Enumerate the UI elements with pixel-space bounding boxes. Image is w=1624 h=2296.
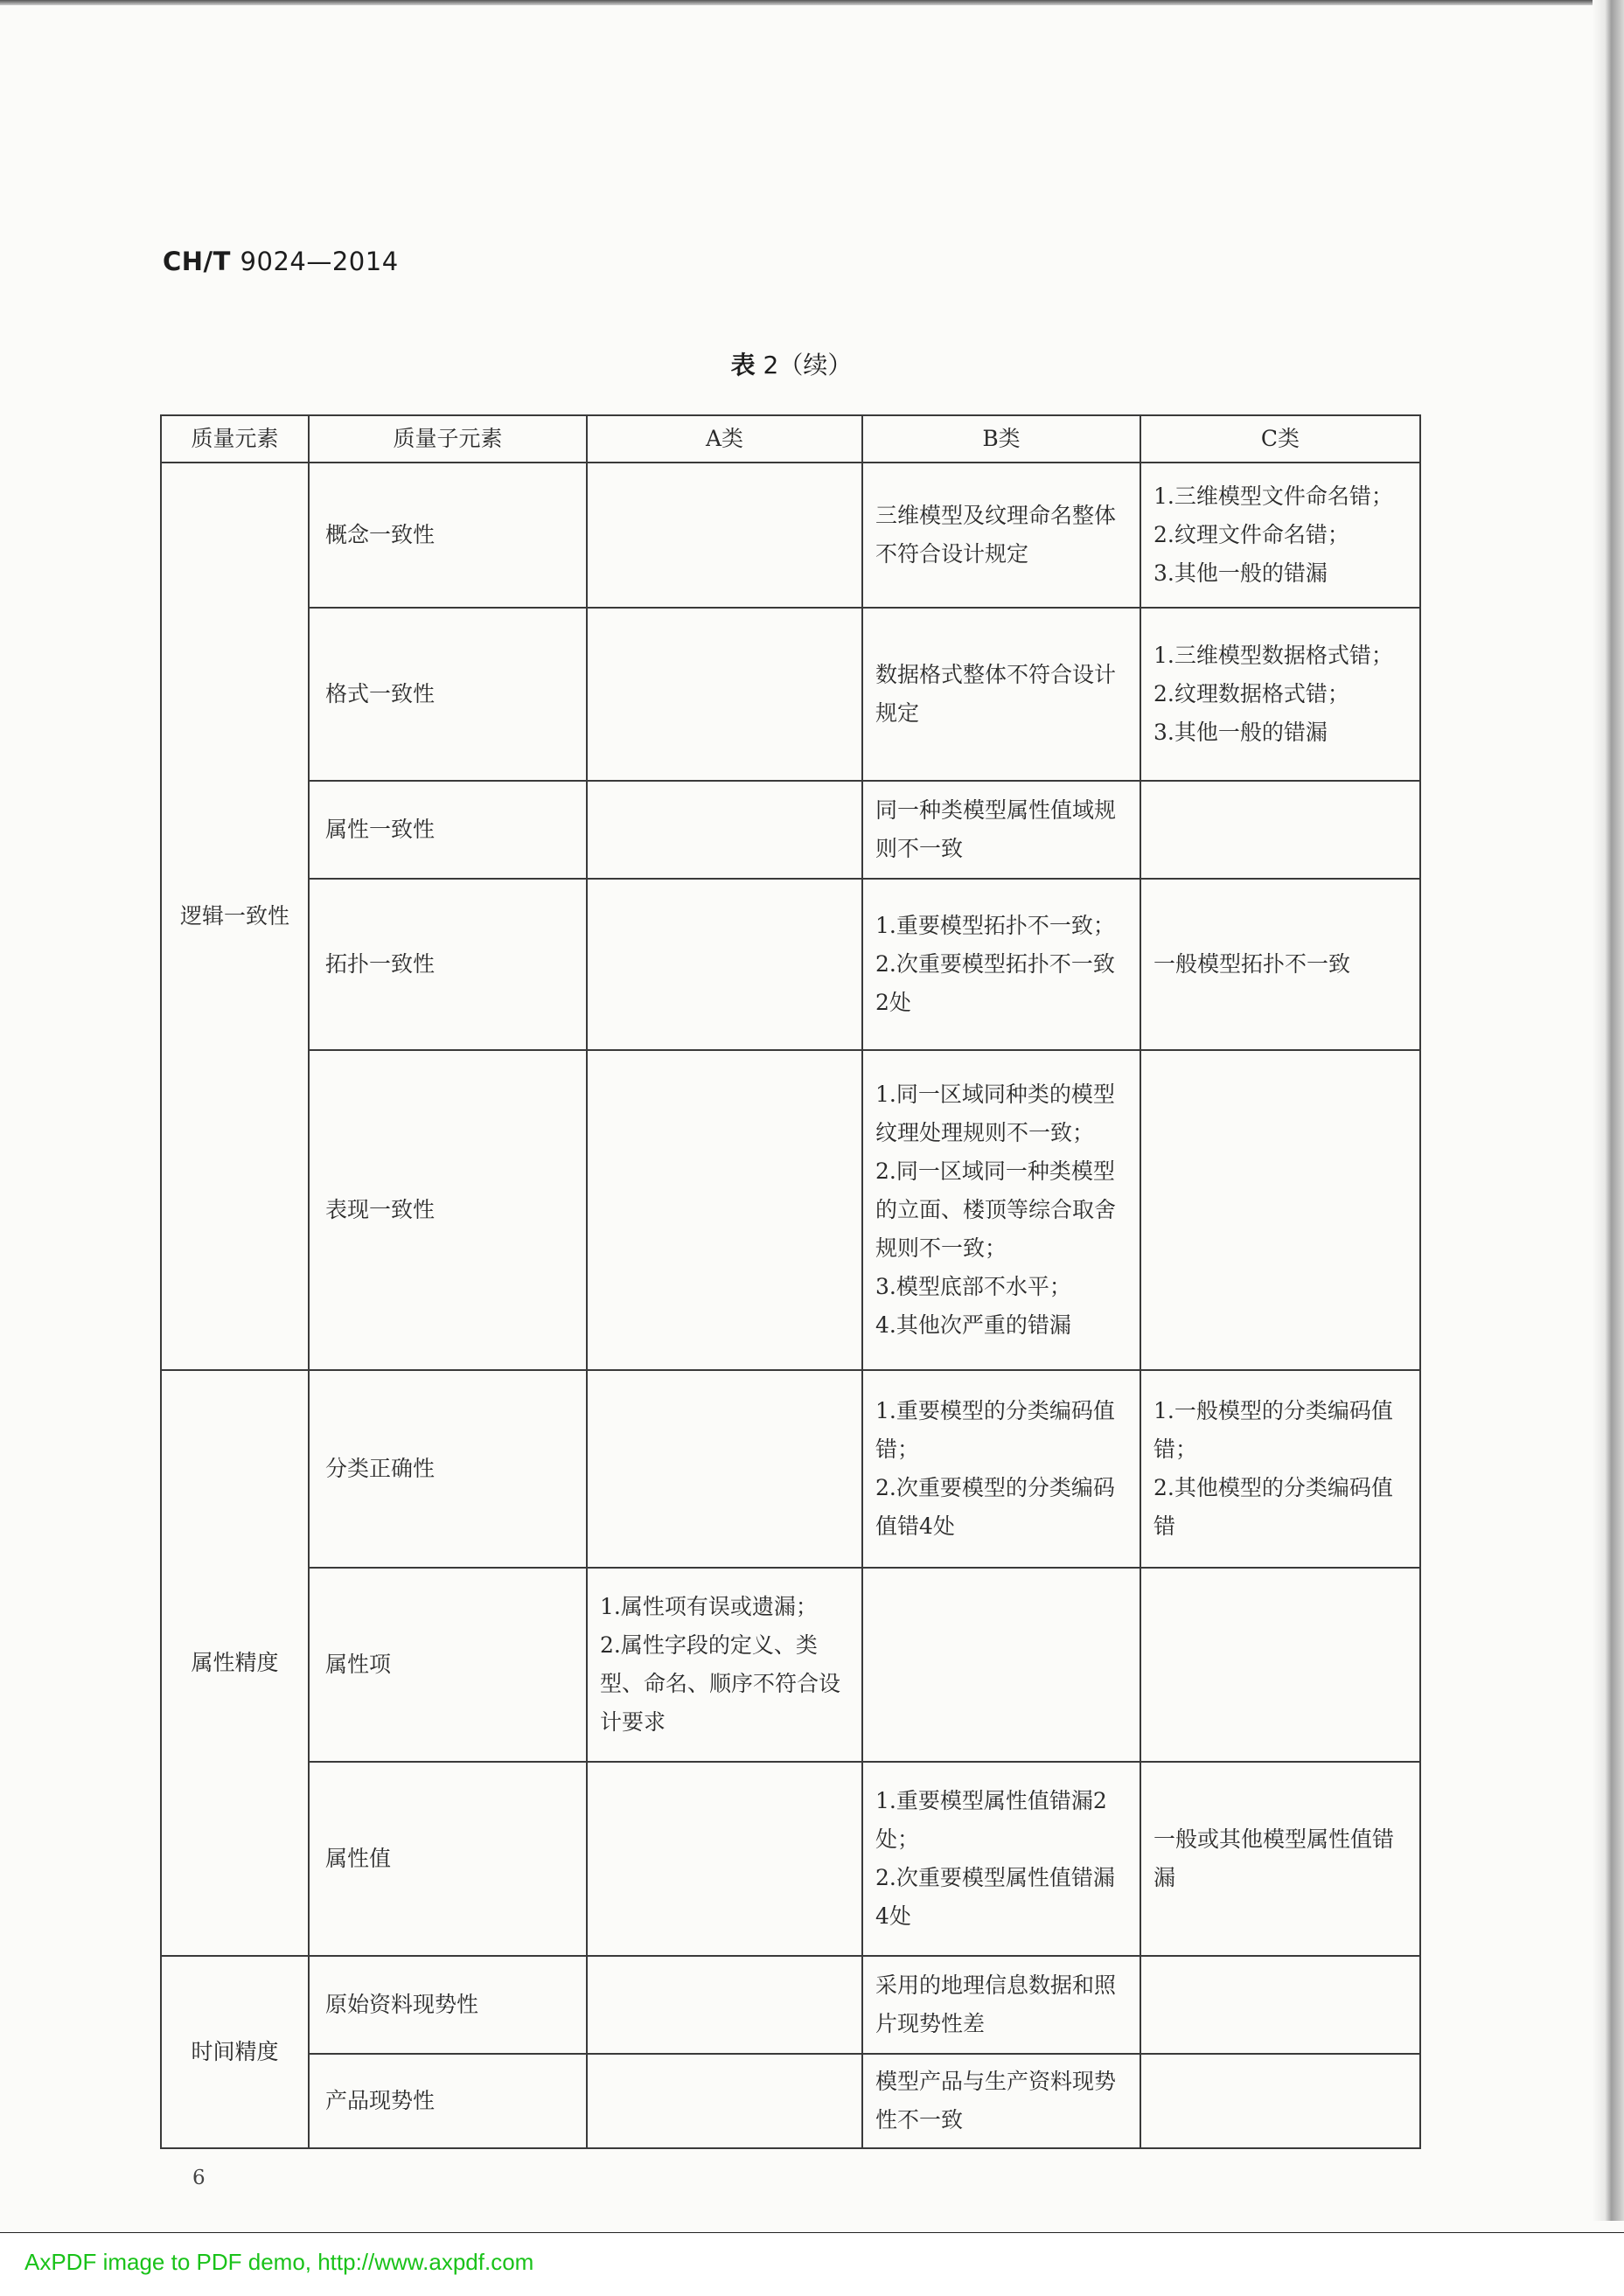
cell-line: 1.属性项有误或遗漏； [600,1594,818,1619]
class-a-cell [587,1370,862,1568]
class-c-cell [1140,1956,1420,2054]
class-a-cell [587,1762,862,1956]
cell-line: 2.同一区域同一种类模型的立面、楼顶等综合取舍规则不一致； [875,1158,1117,1261]
class-a-cell [587,1568,862,1762]
table-header-row [161,415,1420,463]
cell-line: 1.同一区域同种类的模型纹理处理规则不一致； [875,1082,1115,1145]
cell-line: 同一种类模型属性值域规则不一致 [875,797,1117,861]
table-body [161,463,1420,2148]
class-b-cell [862,781,1140,879]
cell-line: 数据格式整体不符合设计规定 [875,662,1117,726]
quality-subelement-cell: 表现一致性 [309,1050,587,1370]
table-row [161,463,1420,608]
cell-line: 2.其他模型的分类编码值错 [1154,1475,1393,1539]
class-a-cell [587,1050,862,1370]
class-b-cell [862,1370,1140,1568]
class-a-cell [587,879,862,1050]
class-a-cell [587,1956,862,2054]
cell-line: 2.次重要模型的分类编码值错4处 [875,1475,1115,1539]
cell-line: 模型产品与生产资料现势性不一致 [875,2069,1117,2132]
class-c-cell [1140,2054,1420,2148]
cell-line: 采用的地理信息数据和照片现势性差 [875,1972,1117,2036]
cell-line: 3.其他一般的错漏 [1154,560,1328,586]
quality-subelement-cell: 属性项 [309,1568,587,1762]
class-a-cell [587,781,862,879]
quality-subelement-cell: 格式一致性 [309,608,587,781]
code-prefix: CH/T [163,247,231,276]
cell-line: 一般模型拓扑不一致 [1154,951,1351,977]
table-row [161,1762,1420,1956]
quality-subelement-cell: 产品现势性 [309,2054,587,2148]
cell-line: 2.纹理文件命名错； [1154,522,1349,547]
quality-element-cell: 属性精度 [161,1370,309,1956]
cell-line: 1.三维模型文件命名错； [1154,484,1393,509]
table-row [161,1956,1420,2054]
quality-element-cell: 逻辑一致性 [161,463,309,1370]
class-b-cell [862,879,1140,1050]
column-header: C类 [1140,415,1420,463]
cell-line: 1.三维模型数据格式错； [1154,643,1393,668]
class-c-cell [1140,781,1420,879]
class-b-cell [862,1050,1140,1370]
cell-line: 三维模型及纹理命名整体不符合设计规定 [875,503,1117,567]
table-title [0,346,1583,381]
table-title-number: 2（续） [763,351,853,379]
column-header: A类 [587,415,862,463]
quality-subelement-cell: 原始资料现势性 [309,1956,587,2054]
class-c-cell [1140,608,1420,781]
class-b-cell [862,1956,1140,2054]
quality-subelement-cell: 属性一致性 [309,781,587,879]
cell-line: 2.次重要模型属性值错漏4处 [875,1865,1115,1929]
class-c-cell [1140,463,1420,608]
page-number: 6 [192,2167,206,2189]
quality-subelement-cell: 分类正确性 [309,1370,587,1568]
table-row [161,1050,1420,1370]
quality-subelement-cell: 概念一致性 [309,463,587,608]
quality-table [160,414,1421,2149]
cell-line: 3.其他一般的错漏 [1154,720,1328,745]
cell-line: 3.模型底部不水平； [875,1274,1071,1299]
watermark-bar [0,2232,1624,2296]
watermark-text: AxPDF image to PDF demo, http://www.axpdf.com [24,2249,534,2275]
cell-line: 2.次重要模型拓扑不一致2处 [875,951,1115,1015]
table-row [161,608,1420,781]
class-b-cell [862,2054,1140,2148]
table-row [161,1370,1420,1568]
column-header: 质量子元素 [309,415,587,463]
table-row [161,879,1420,1050]
class-b-cell [862,608,1140,781]
cell-line: 1.重要模型的分类编码值错； [875,1398,1115,1462]
cell-line: 4.其他次严重的错漏 [875,1312,1071,1338]
document-code [163,247,399,276]
scan-right-edge [1593,0,1624,2221]
class-a-cell [587,463,862,608]
quality-element-cell: 时间精度 [161,1956,309,2148]
class-c-cell [1140,1762,1420,1956]
cell-line: 1.重要模型属性值错漏2处； [875,1788,1107,1852]
table-title-label: 表 [730,351,756,379]
cell-line: 2.纹理数据格式错； [1154,681,1349,706]
class-c-cell [1140,1050,1420,1370]
class-b-cell [862,1762,1140,1956]
quality-subelement-cell: 属性值 [309,1762,587,1956]
class-b-cell [862,1568,1140,1762]
scan-top-edge [0,0,1624,5]
quality-subelement-cell: 拓扑一致性 [309,879,587,1050]
table-row [161,781,1420,879]
table-row [161,2054,1420,2148]
class-c-cell [1140,1568,1420,1762]
cell-line: 1.一般模型的分类编码值错； [1154,1398,1393,1462]
column-header: 质量元素 [161,415,309,463]
cell-line: 1.重要模型拓扑不一致； [875,913,1115,938]
class-a-cell [587,608,862,781]
table-row [161,1568,1420,1762]
class-c-cell [1140,879,1420,1050]
column-header: B类 [862,415,1140,463]
class-a-cell [587,2054,862,2148]
class-c-cell [1140,1370,1420,1568]
code-number: 9024—2014 [240,247,399,276]
cell-line: 2.属性字段的定义、类型、命名、顺序不符合设计要求 [600,1632,841,1735]
cell-line: 一般或其他模型属性值错漏 [1154,1826,1395,1890]
class-b-cell [862,463,1140,608]
